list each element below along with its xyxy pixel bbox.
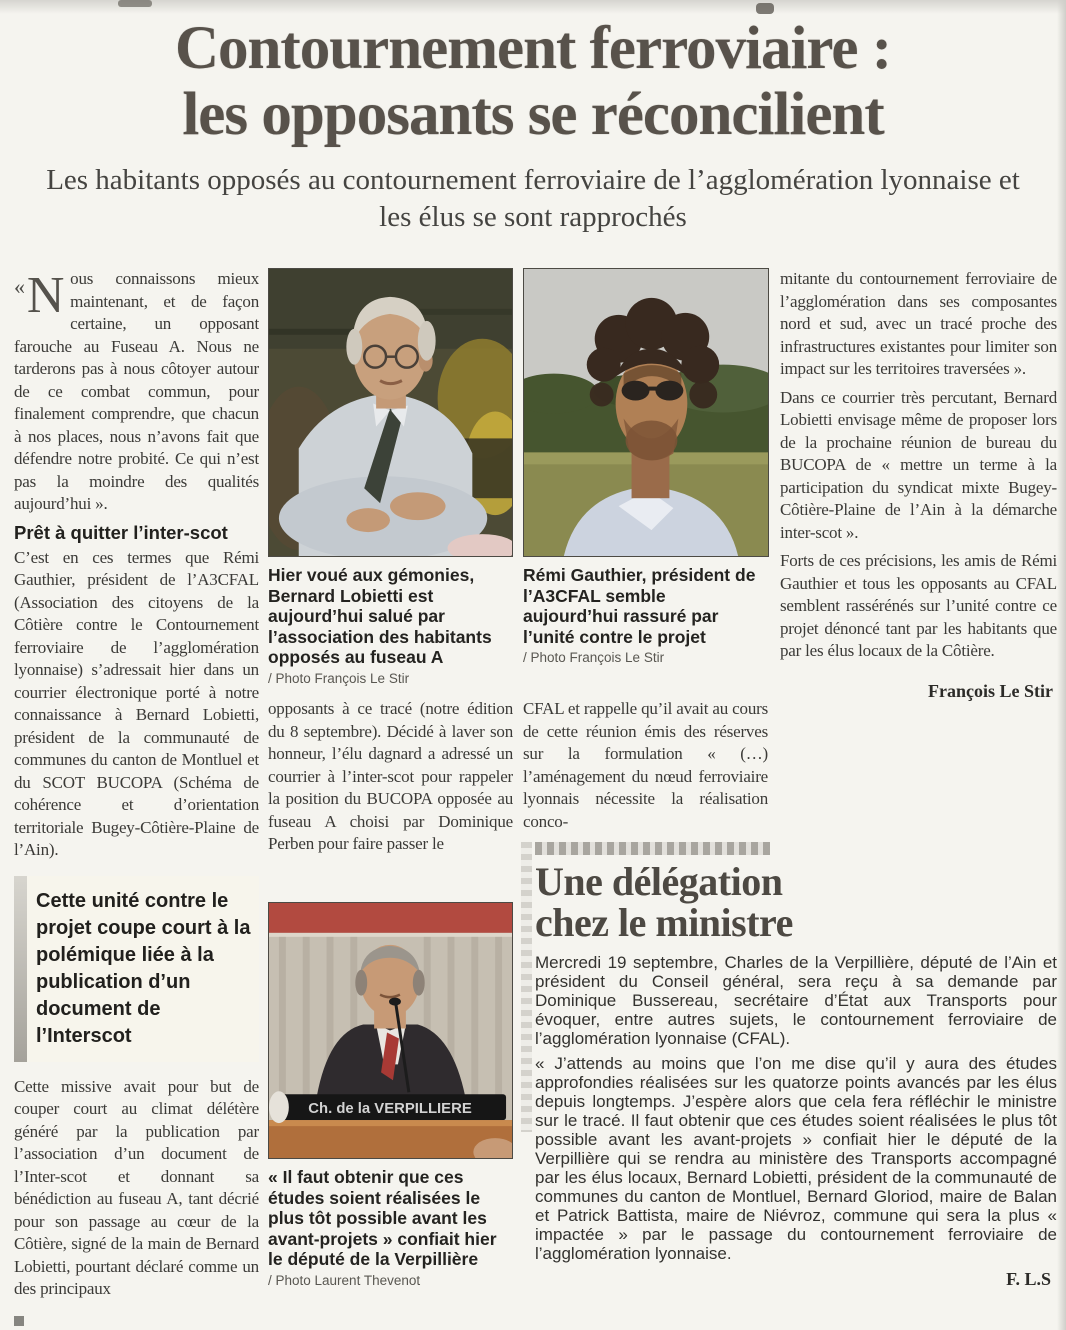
photo-credit: / Photo Laurent Thevenot bbox=[268, 1272, 421, 1288]
delegation-paragraph-1: Mercredi 19 septembre, Charles de la Verpillière, député de l’Ain et président du Conseil général, sera reçu à sa demande par Dominique Bussereau, secrétaire d’État aux Transports pour évoquer, entre autres sujets, le contournement ferroviaire de l’agglomération lyonnaise (CFAL). bbox=[535, 953, 1057, 1048]
column-2 bbox=[268, 698, 513, 900]
photo-verpilliere bbox=[268, 902, 513, 1159]
column-1 bbox=[14, 268, 259, 1330]
photo-gauthier bbox=[523, 268, 769, 557]
photo-verpilliere-caption: « Il faut obtenir que ces études soient réalisées le plus tôt possible avant les avant-projets » confiait hier le député de la Verpillière / Photo Laurent Thevenot bbox=[268, 1167, 510, 1288]
scan-edge-strip bbox=[521, 842, 532, 1132]
pull-quote-text: Cette unité contre le projet coupe court à la polémique liée à la publication d’un document de l’Interscot bbox=[36, 889, 251, 1047]
delegation-title-line2: chez le ministre bbox=[535, 900, 793, 945]
col3-paragraph: CFAL et rappelle qu’il avait au cours de cette réunion émis des réserves sur la formulation « (…) l’aménagement du nœud ferroviaire lyonnais nécessite la réalisation conco- bbox=[523, 699, 768, 831]
pull-quote bbox=[14, 876, 259, 1062]
photo-lobietti bbox=[268, 268, 513, 557]
photo-credit: / Photo François Le Stir bbox=[523, 650, 665, 665]
photo-gauthier-illustration bbox=[524, 269, 768, 556]
delegation-signature: F. L.S bbox=[1006, 1269, 1051, 1289]
col1-paragraph-2: C’est en ces termes que Rémi Gauthier, président de l’A3CFAL (Association des citoyens de la Côtière contre le Contournement ferroviaire de l’agglomération lyonnaise) s’adressait hier dans un courrier électronique porté à notre connaissance à Bernard Lobietti, président de la communauté de communes du canton de Montluel et du SCOT BUCOPA (Schéma de cohérence et d’orientation territoriale Bugey-Côtière-Plaine de l’Ain). bbox=[14, 547, 259, 859]
col4-paragraph-1: mitante du contournement ferroviaire de l’agglomération dans ses composantes nord et sud, avec un tracé proche des infrastructures existantes pour limiter son impact sur les territoires traversées ». bbox=[780, 269, 1057, 378]
photo-gauthier-caption: Rémi Gauthier, président de l’A3CFAL semble aujourd’hui rassuré par l’unité contre le projet / Photo François Le Stir bbox=[523, 565, 765, 665]
column-4 bbox=[780, 268, 1057, 846]
headline-line2: les opposants se réconcilient bbox=[182, 81, 884, 148]
col2-paragraph: opposants à ce tracé (notre édition du 8 septembre). Décidé à laver son honneur, l’élu dagnard a adressé un courrier à l’inter-scot pour rappeler la position du BUCOPA opposée au fuseau A choisi par Dominique Perben pour faire passer le bbox=[268, 699, 513, 853]
scan-edge-top bbox=[0, 0, 1066, 14]
crosshead: Prêt à quitter l’inter-scot bbox=[14, 521, 228, 543]
scan-smudge bbox=[118, 0, 152, 7]
headline-line1: Contournement ferroviaire : bbox=[174, 15, 892, 82]
photo-verpilliere-illustration bbox=[269, 903, 512, 1158]
col1-paragraph-3: Cette missive avait pour but de couper court au climat délétère généré par la publication par l’association d’un document de l’Inter-scot et donnant sa bénédiction au fuseau A, tant décrié pour son passage au cœur de la Côtière, signé de la main de Bernard Lobietti, pourtant déclaré comme un des principaux bbox=[14, 1076, 259, 1298]
photo-lobietti-illustration bbox=[269, 269, 512, 556]
col4-paragraph-2: Dans ce courrier très percutant, Bernard Lobietti envisage même de proposer lors de la prochaine réunion de bureau du BUCOPA de « mettre un terme à la participation du syndicat mixte Bugey-Côtière-Plaine de l’Ain à la démarche inter-scot ». bbox=[780, 387, 1057, 542]
pull-quote-bar bbox=[14, 876, 27, 1062]
photo-credit: / Photo François Le Stir bbox=[268, 670, 410, 686]
photo-lobietti-caption: Hier voué aux gémonies, Bernard Lobietti est aujourd’hui salué par l’association des habitants opposés au fuseau A / Photo François Le Stir bbox=[268, 565, 510, 686]
halftone-rule bbox=[535, 842, 770, 855]
drop-cap: «N bbox=[14, 268, 65, 324]
delegation-title-line1: Une délégation bbox=[535, 859, 783, 904]
delegation-title bbox=[535, 861, 1057, 943]
headline bbox=[0, 16, 1066, 148]
scan-smudge bbox=[756, 3, 774, 14]
standfirst: Les habitants opposés au contournement ferroviaire de l’agglomération lyonnaise et les élus se sont rapprochés bbox=[46, 164, 1020, 233]
column-3 bbox=[523, 698, 768, 848]
delegation-paragraph-2: « J’attends au moins que l’on me dise qu’il y aura des études approfondies réalisées sur les quatorze points avancés par les élus depuis longtemps. J’espère alors que cela fera réfléchir le ministre sur le tracé. Il faut obtenir que ces études soient réalisées le plus tôt possible avant les avant-projets » confiait hier le député de la Verpillière qui se rendra au ministère des Transports accompagné par les élus locaux, Bernard Lobietti, président de la communauté de communes du canton de Montluel, Bernard Gloriod, maire de Balan et Patrick Battista, maire de Niévroz, commune qui sera la plus « impactée » par le passage du contournement ferroviaire de l’agglomération lyonnaise. bbox=[535, 1054, 1057, 1263]
delegation-section bbox=[523, 842, 1057, 1324]
col1-paragraph-1: «N ous connaissons mieux maintenant, et de façon certaine, un opposant farouche au Fuseau A. Nous ne tarderons pas à nous côtoyer autour de ce combat commun, pour finalement comprendre, que chacun à nos places, nous n’avons fait que défendre notre probité. Ce qui n’est pas la moindre des qualités aujourd’hui ». bbox=[14, 268, 259, 513]
byline: François Le Stir bbox=[928, 680, 1053, 701]
podium-nameplate: Ch. de la VERPILLIERE bbox=[308, 1101, 472, 1118]
masthead bbox=[0, 16, 1066, 236]
col4-paragraph-3: Forts de ces précisions, les amis de Rémi Gauthier et tous les opposants au CFAL semblent rassérénés sur l’unité contre ce projet dénoncé tant par les habitants que par les élus locaux de la Côtière. bbox=[780, 551, 1057, 660]
